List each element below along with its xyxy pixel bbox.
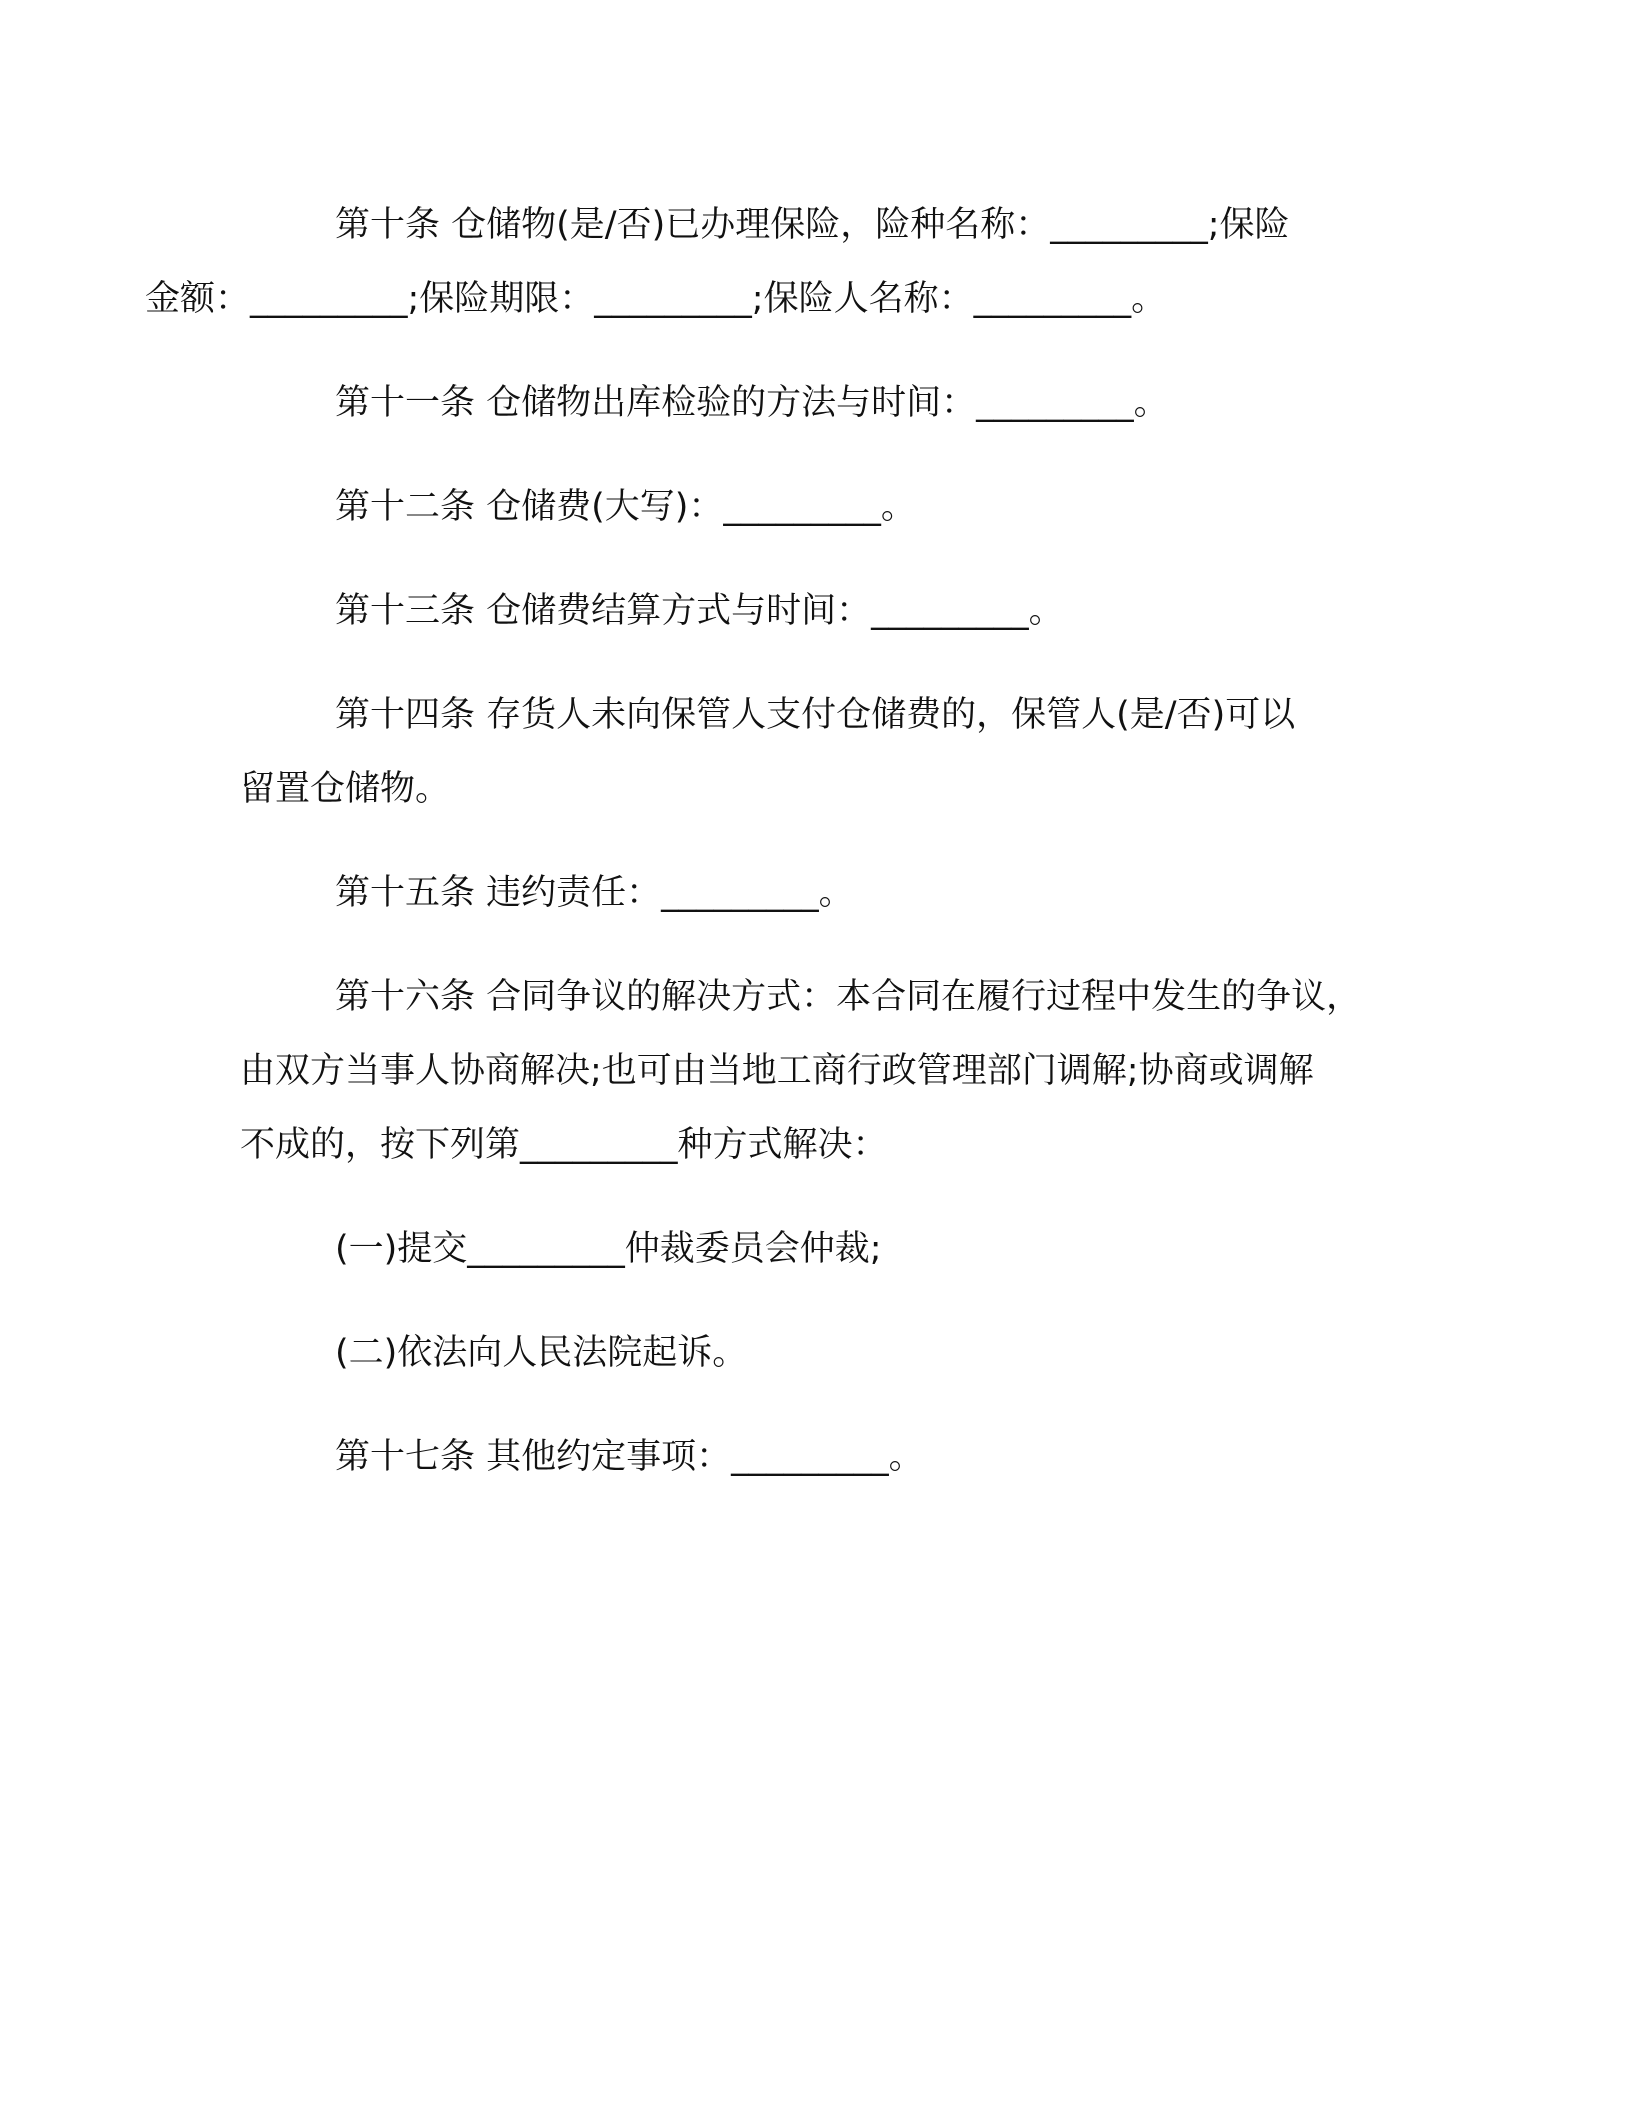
article-13: 第十三条 仓储费结算方式与时间：_________。	[335, 591, 1064, 631]
article-10	[145, 188, 1400, 336]
article-16-line-3: 不成的，按下列第_________种方式解决：	[240, 1125, 888, 1165]
article-17: 第十七条 其他约定事项：_________。	[335, 1437, 924, 1477]
article-14	[240, 678, 1400, 826]
article-10-line-2: 金额：_________;保险期限：_________;保险人名称：_________。	[145, 279, 1167, 319]
article-16-line-1: 第十六条 合同争议的解决方式：本合同在履行过程中发生的争议，	[335, 977, 1362, 1017]
article-16	[240, 960, 1400, 1182]
article-10-line-1: 第十条 仓储物(是/否)已办理保险，险种名称：_________;保险	[335, 205, 1290, 245]
article-14-line-2: 留置仓储物。	[240, 769, 451, 809]
dispute-option-2: (二)依法向人民法院起诉。	[335, 1333, 748, 1373]
document-body	[145, 188, 1400, 1524]
article-14-line-1: 第十四条 存货人未向保管人支付仓储费的，保管人(是/否)可以	[335, 695, 1296, 735]
dispute-option-1: (一)提交_________仲裁委员会仲裁;	[335, 1229, 882, 1269]
article-11: 第十一条 仓储物出库检验的方法与时间：_________。	[335, 383, 1169, 423]
article-12: 第十二条 仓储费(大写)：_________。	[335, 487, 916, 527]
article-15: 第十五条 违约责任：_________。	[335, 873, 854, 913]
article-16-line-2: 由双方当事人协商解决;也可由当地工商行政管理部门调解;协商或调解	[240, 1051, 1314, 1091]
